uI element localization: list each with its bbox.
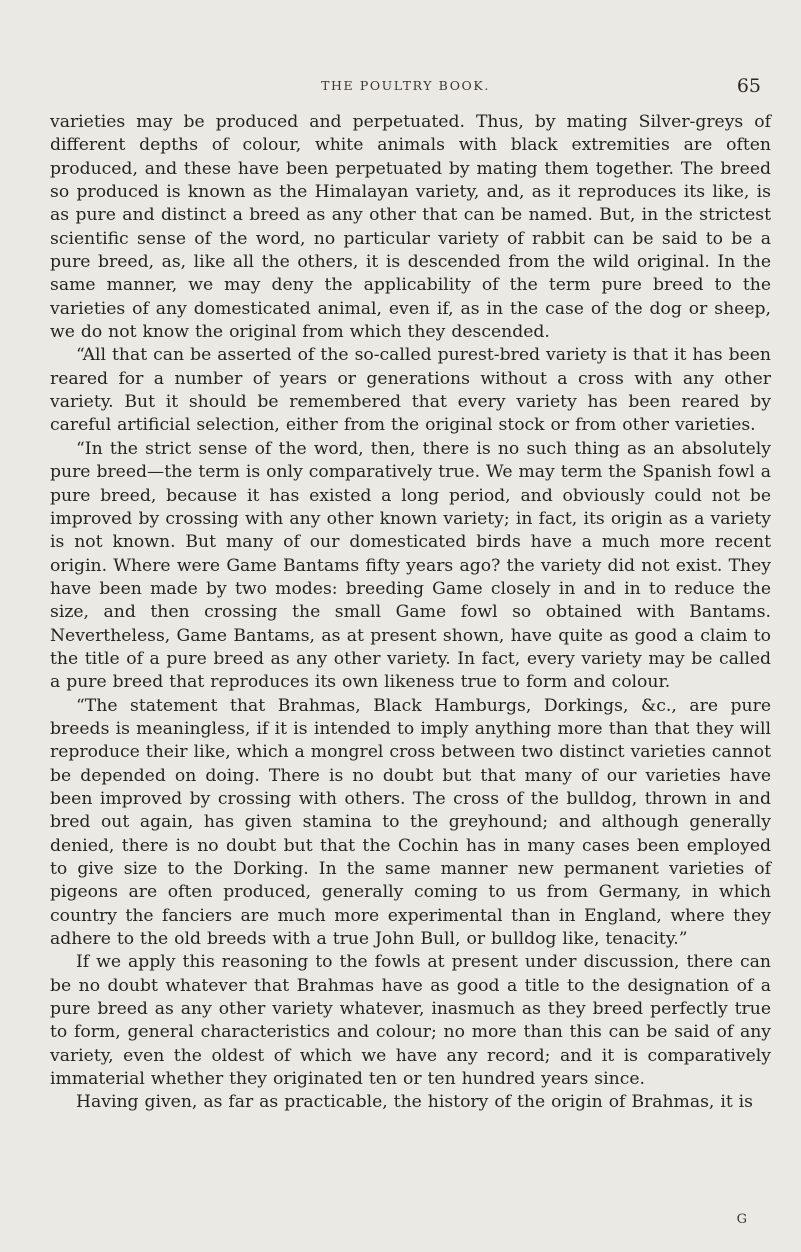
body-text xyxy=(50,111,771,1115)
page-number: 65 xyxy=(736,75,761,97)
paragraph: “All that can be asserted of the so-called purest-bred variety is that it has been reared for a number of years or generations without a cross with any other variety. But it should be remembered that every variety has been reared by careful artificial selection, either from the original stock or from other varieties. xyxy=(50,345,771,436)
paragraph: Having given, as far as practicable, the history of the origin of Brahmas, it is xyxy=(76,1092,754,1113)
running-head: THE POULTRY BOOK. xyxy=(321,78,490,93)
paragraph: “The statement that Brahmas, Black Hamburgs, Dorkings, &c., are pure breeds is meaningless, if it is intended to imply anything more than that they will reproduce their like, which a mongrel cross between two distinct varieties cannot be depended on doing. There is no doubt but that many of our varieties have been improved by crossing with others. The cross of the bulldog, thrown in and bred out again, has given stamina to the greyhound; and although generally denied, there is no doubt but that the Cochin has in many cases been employed to give size to the Dorking. In the same manner new permanent varieties of pigeons are often produced, generally coming to us from Germany, in which country the fanciers are much more experimental than in England, where they adhere to the old breeds with a true John Bull, or bulldog like, tenacity.” xyxy=(50,695,771,950)
page-header xyxy=(50,76,761,106)
paragraph: “In the strict sense of the word, then, there is no such thing as an absolutely pure breed—the term is only comparatively true. We may term the Spanish fowl a pure breed, because it has existed a long period, and obviously could not be improved by crossing with any other known variety; in fact, its origin as a variety is not known. But many of our domesticated birds have a much more recent origin. Where were Game Bantams fifty years ago? the variety did not exist. They have been made by two modes: breeding Game closely in and in to reduce the size, and then crossing the small Game fowl so obtained with Bantams. Nevertheless, Game Bantams, as at present shown, have quite as good a claim to the title of a pure breed as any other variety. In fact, every variety may be called a pure breed that reproduces its own likeness true to form and colour. xyxy=(50,438,771,693)
paragraph: If we apply this reasoning to the fowls at present under discussion, there can be no doubt whatever that Brahmas have as good a title to the designation of a pure breed as any other variety whatever, inasmuch as they breed perfectly true to form, general characteristics and colour; no more than this can be said of any variety, even the oldest of which we have any record; and it is comparatively immaterial whether they originated ten or ten hundred years since. xyxy=(50,952,771,1090)
signature-mark: G xyxy=(736,1212,747,1227)
paragraph: varieties may be produced and perpetuated. Thus, by mating Silver-greys of different depths of colour, white animals with black extremities are often produced, and these have been perpetuated by mating them together. The breed so produced is known as the Himalayan variety, and, as it reproduces its like, is as pure and distinct a breed as any other that can be named. But, in the strictest scientific sense of the word, no particular variety of rabbit can be said to be a pure breed, as, like all the others, it is descended from the wild original. In the same manner, we may deny the applicability of the term pure breed to the varieties of any domesticated animal, even if, as in the case of the dog or sheep, we do not know the original from which they descended. xyxy=(50,112,771,343)
